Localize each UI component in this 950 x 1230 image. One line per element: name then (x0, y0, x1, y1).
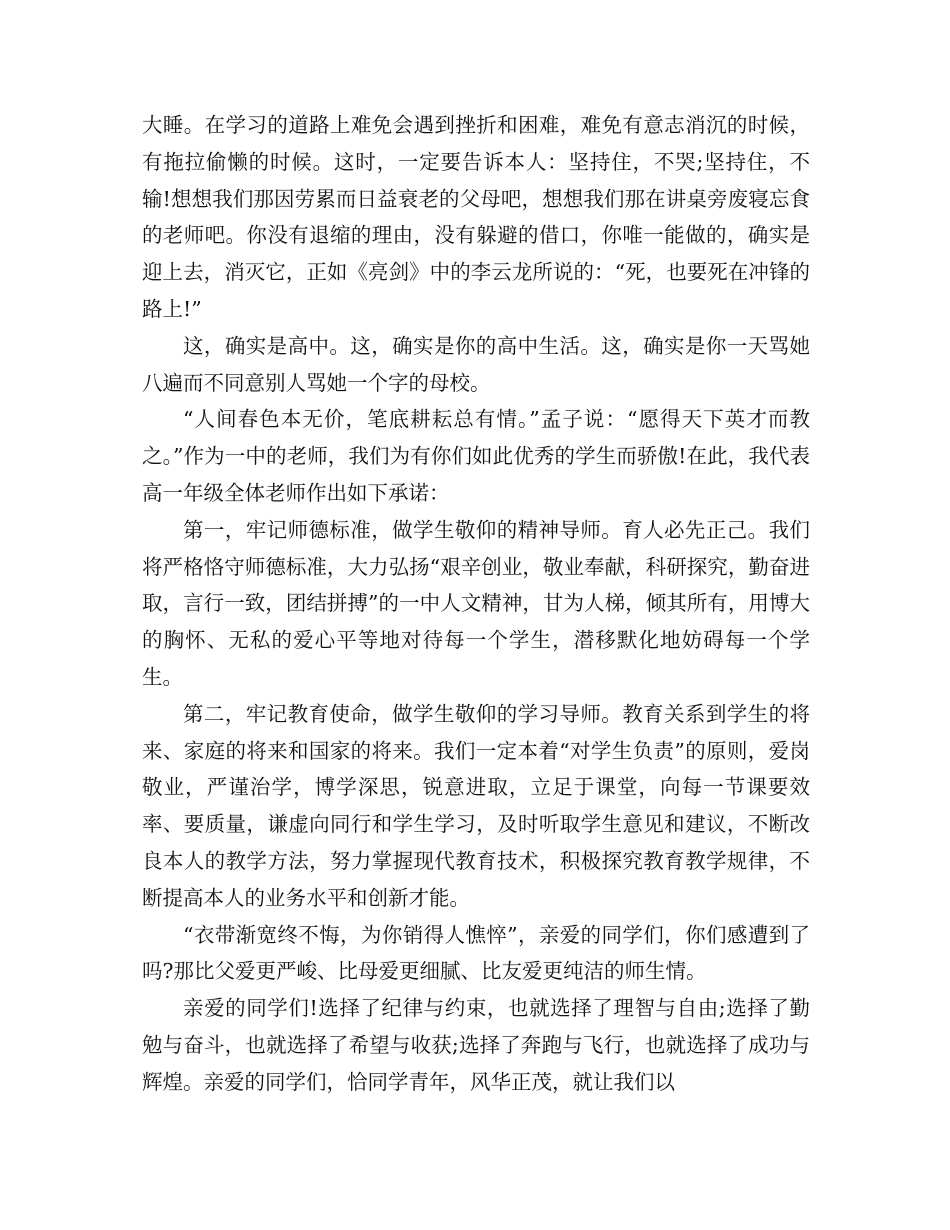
paragraph-pledge-first: 第一，牢记师德标准，做学生敬仰的精神导师。育人必先正己。我们将严格恪守师德标准，大力弘扬“艰辛创业，敬业奉献，科研探究，勤奋进取，言行一致，团结拼搏”的一中人文精神，甘为人梯，倾其所有，用博大的胸怀、无私的爱心平等地对待每一个学生，潜移默化地妨碍每一个学生。 (142, 517, 810, 689)
paragraph-teacher-pledge-intro: “人间春色本无价，笔底耕耘总有情。”孟子说：“愿得天下英才而教之。”作为一中的老师，我们为有你们如此优秀的学生而骄傲!在此，我代表高一年级全体老师作出如下承诺： (142, 407, 810, 505)
document-body (142, 107, 810, 1101)
paragraph-closing: 亲爱的同学们!选择了纪律与约束，也就选择了理智与自由;选择了勤勉与奋斗，也就选择了希望与收获;选择了奔跑与飞行，也就选择了成功与辉煌。亲爱的同学们，恰同学青年，风华正茂，就让我们以 (142, 996, 810, 1094)
paragraph-continuation: 大睡。在学习的道路上难免会遇到挫折和困难，难免有意志消沉的时候，有拖拉偷懒的时候。这时，一定要告诉本人：坚持住，不哭;坚持住，不输!想想我们那因劳累而日益衰老的父母吧，想想我们那在讲桌旁废寝忘食的老师吧。你没有退缩的理由，没有躲避的借口，你唯一能做的，确实是迎上去，消灭它，正如《亮剑》中的李云龙所说的：“死，也要死在冲锋的路上!” (142, 113, 810, 321)
paragraph-high-school: 这，确实是高中。这，确实是你的高中生活。这，确实是你一天骂她八遍而不同意别人骂她一个字的母校。 (142, 333, 810, 395)
paragraph-teacher-student-bond: “衣带渐宽终不悔，为你销得人憔悴”，亲爱的同学们，你们感遭到了吗?那比父爱更严峻、比母爱更细腻、比友爱更纯洁的师生情。 (142, 922, 810, 984)
paragraph-pledge-second: 第二，牢记教育使命，做学生敬仰的学习导师。教育关系到学生的将来、家庭的将来和国家的将来。我们一定本着“对学生负责”的原则，爱岗敬业，严谨治学，博学深思，锐意进取，立足于课堂，向每一节课要效率、要质量，谦虚向同行和学生学习，及时听取学生意见和建议，不断改良本人的教学方法，努力掌握现代教育技术，积极探究教育教学规律，不断提高本人的业务水平和创新才能。 (142, 701, 810, 910)
